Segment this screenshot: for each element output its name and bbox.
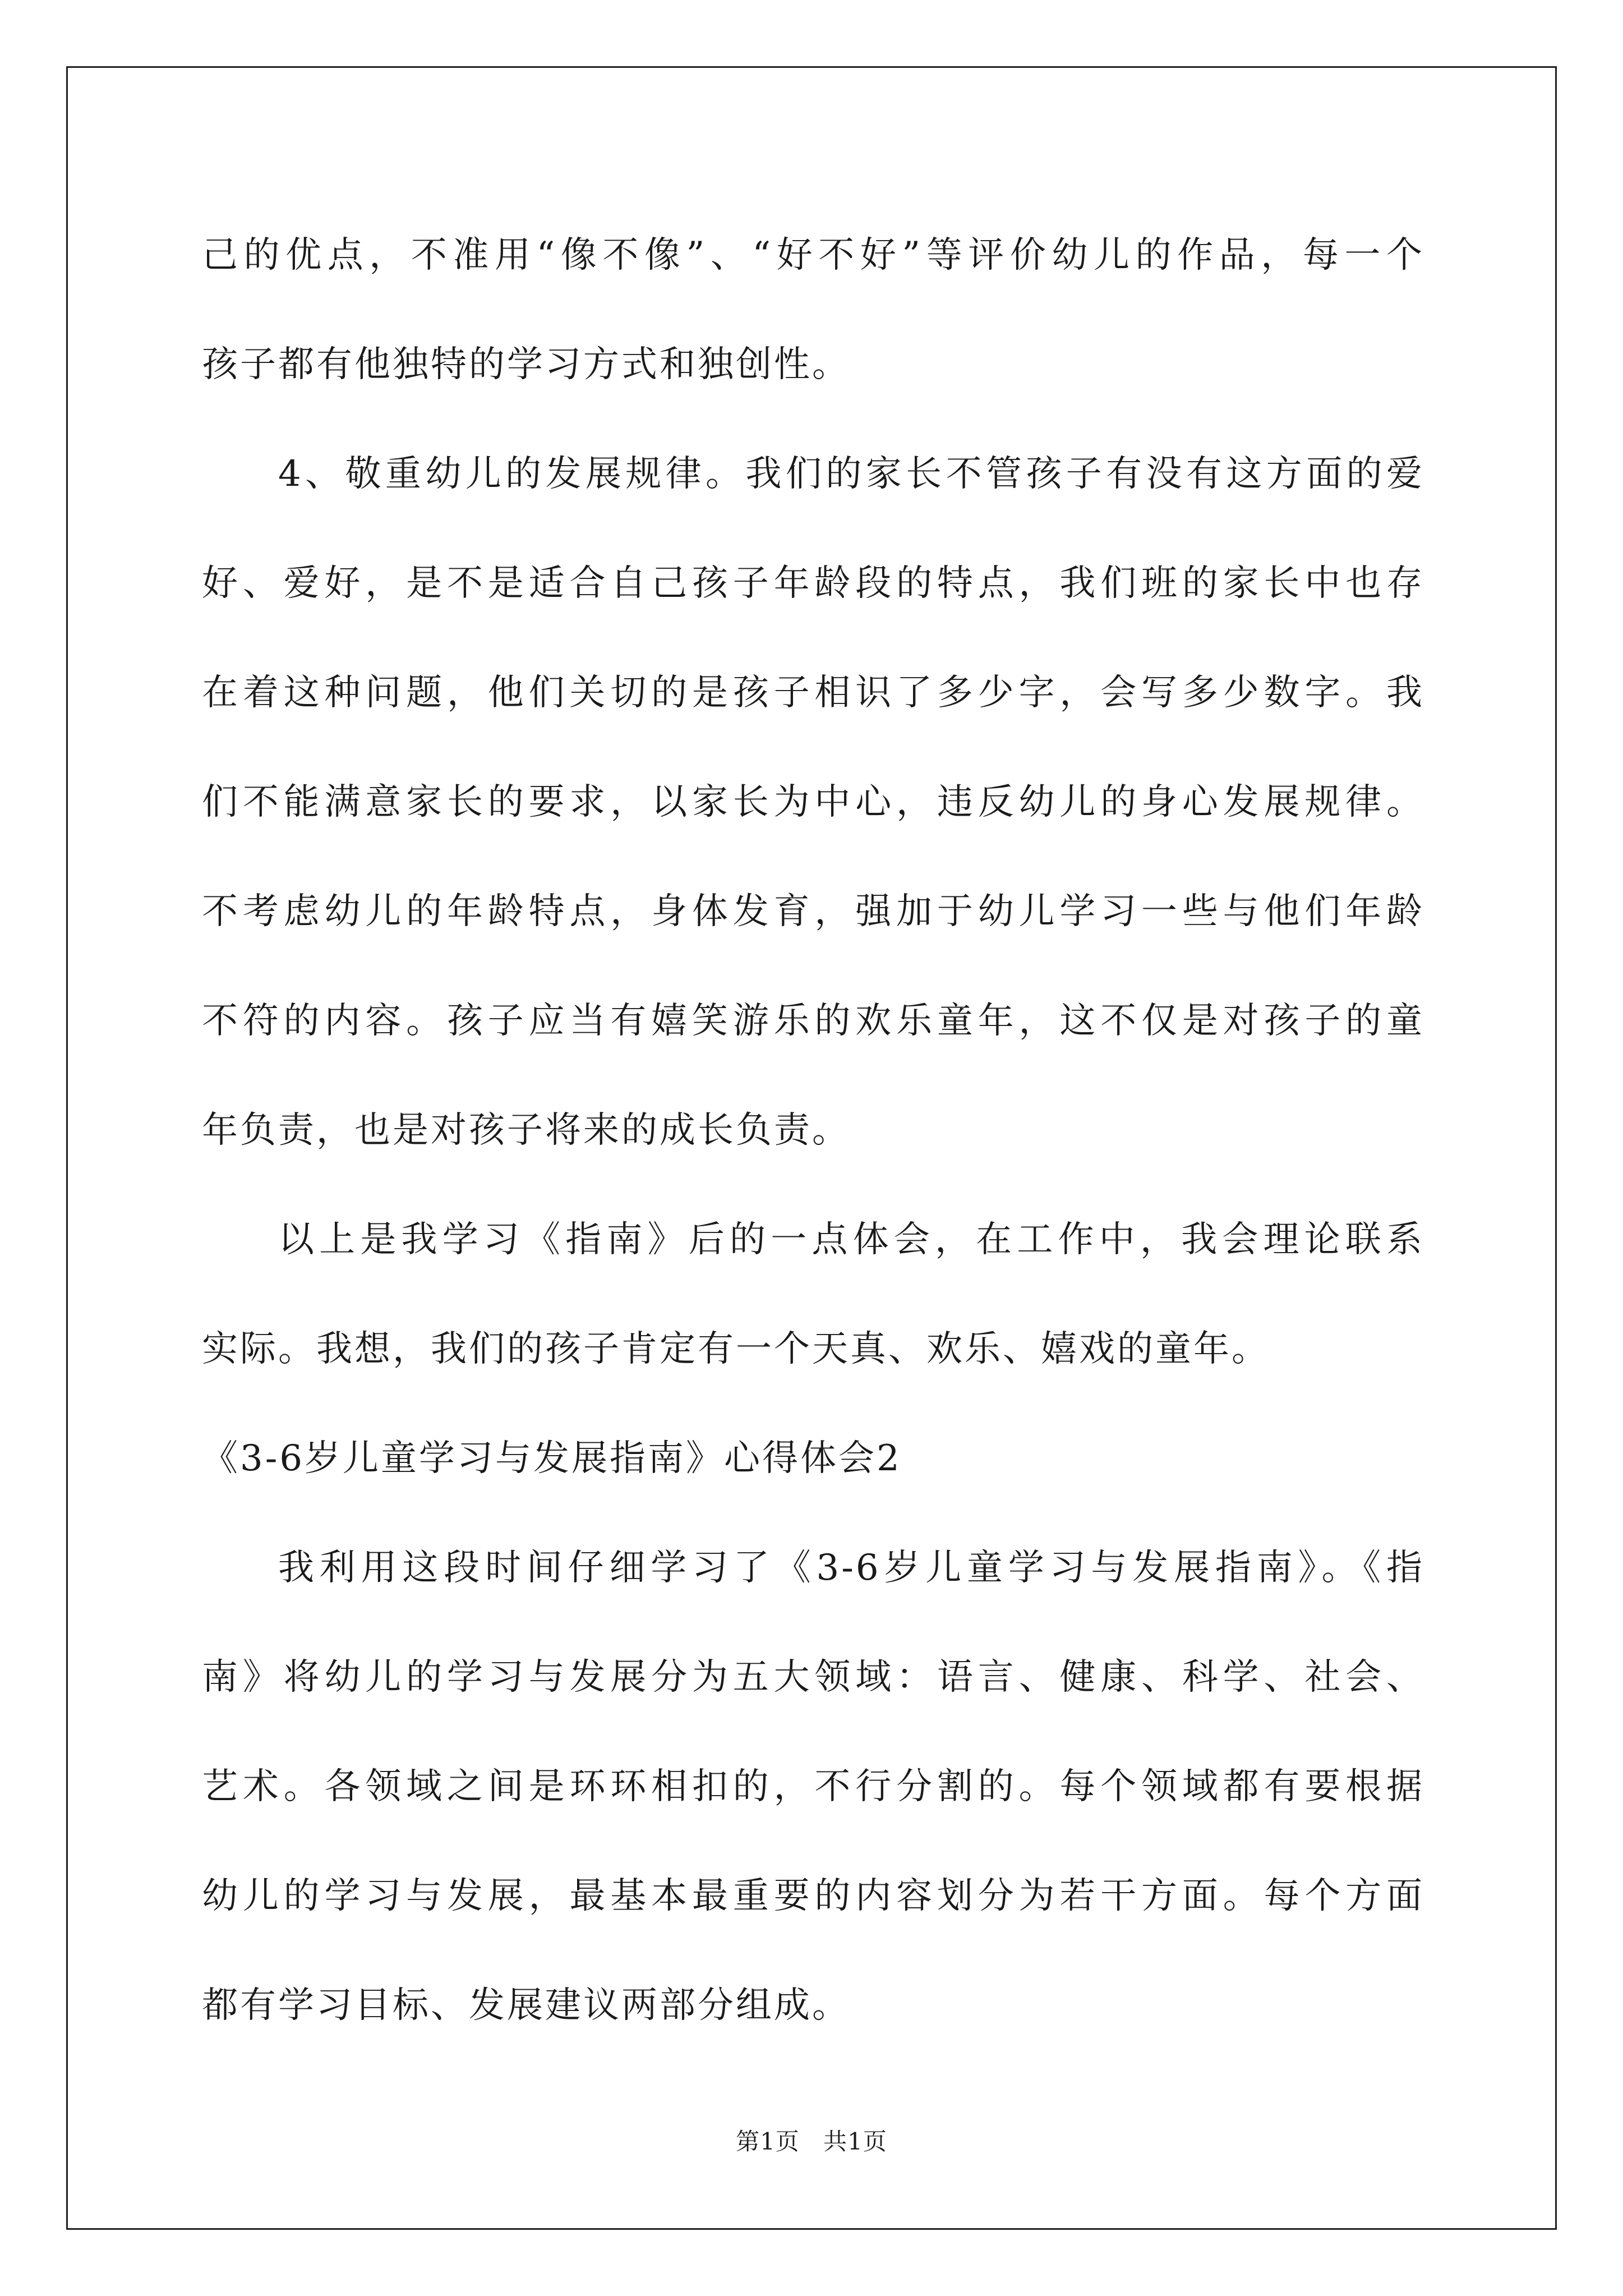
text-line: 南》将幼儿的学习与发展分为五大领域：语言、健康、科学、社会、 bbox=[202, 1657, 1424, 1698]
text-line: 好、爱好，是不是适合自己孩子年龄段的特点，我们班的家长中也存 bbox=[202, 563, 1424, 604]
text-line: 我利用这段时间仔细学习了《3-6岁儿童学习与发展指南》。《指 bbox=[278, 1547, 1424, 1589]
text-line: 们不能满意家长的要求，以家长为中心，违反幼儿的身心发展规律。 bbox=[202, 781, 1424, 823]
text-line: 以上是我学习《指南》后的一点体会，在工作中，我会理论联系 bbox=[278, 1219, 1424, 1260]
document-body bbox=[202, 210, 1424, 2070]
text-line: 4、敬重幼儿的发展规律。我们的家长不管孩子有没有这方面的爱 bbox=[278, 453, 1424, 495]
text-line: 《3-6岁儿童学习与发展指南》心得体会2 bbox=[202, 1438, 902, 1479]
text-line: 孩子都有他独特的学习方式和独创性。 bbox=[202, 344, 850, 385]
page-number-total: 共1页 bbox=[823, 2128, 887, 2155]
text-line: 实际。我想，我们的孩子肯定有一个天真、欢乐、嬉戏的童年。 bbox=[202, 1328, 1270, 1370]
text-line: 幼儿的学习与发展，最基本最重要的内容划分为若干方面。每个方面 bbox=[202, 1875, 1424, 1917]
text-line: 不符的内容。孩子应当有嬉笑游乐的欢乐童年，这不仅是对孩子的童 bbox=[202, 1000, 1424, 1042]
text-line: 己的优点，不准用“像不像”、“好不好”等评价幼儿的作品，每一个 bbox=[202, 234, 1424, 276]
page-footer bbox=[0, 2125, 1623, 2159]
text-line: 年负责，也是对孩子将来的成长负责。 bbox=[202, 1110, 850, 1151]
text-line: 都有学习目标、发展建议两部分组成。 bbox=[202, 1985, 850, 2026]
text-line: 不考虑幼儿的年龄特点，身体发育，强加于幼儿学习一些与他们年龄 bbox=[202, 891, 1424, 932]
text-line: 艺术。各领域之间是环环相扣的，不行分割的。每个领域都有要根据 bbox=[202, 1766, 1424, 1807]
page-number-current: 第1页 bbox=[736, 2128, 800, 2155]
text-line: 在着这种问题，他们关切的是孩子相识了多少字，会写多少数字。我 bbox=[202, 672, 1424, 714]
